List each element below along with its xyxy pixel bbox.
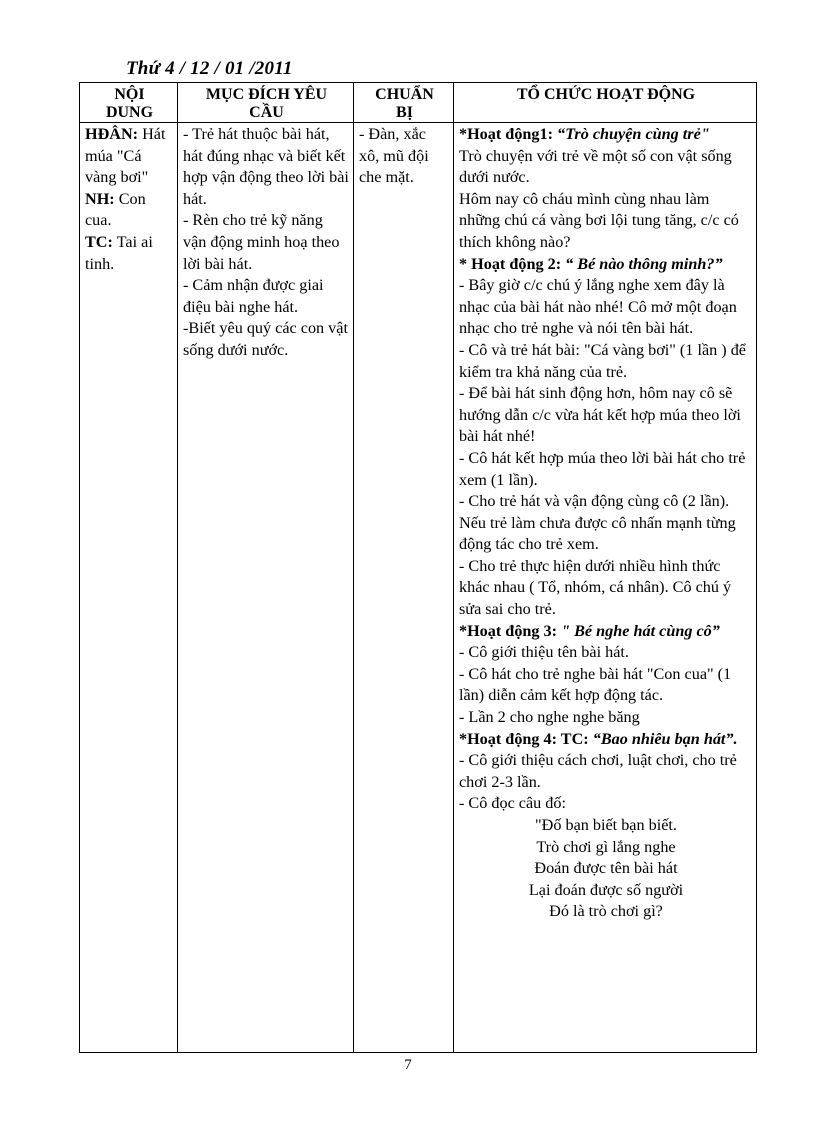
riddle-line: Đó là trò chơi gì? [549,902,663,921]
activity-line: - Cô và trẻ hát bài: "Cá vàng bơi" (1 lần ) để kiểm tra khả năng của trẻ. [459,340,746,381]
header-row [80,83,757,123]
activity-line: Hôm nay cô cháu mình cùng nhau làm những chú cá vàng bơi lội tung tăng, c/c có thích không nào? [459,189,739,251]
lesson-plan-table [79,82,757,1053]
objective-item: -Biết yêu quý các con vật sống dưới nước. [183,319,348,359]
preparation-text: - Đàn, xắc xô, mũ đội che mặt. [359,125,429,187]
riddle-line: "Đố bạn biết bạn biết. [535,816,677,834]
content-cell [80,123,178,1053]
header-preparation: CHUẨN BỊ [354,83,454,123]
activity-line: - Cô đọc câu đố: [459,794,566,813]
objective-item: - Cảm nhận được giai điệu bài nghe hát. [183,276,324,316]
activity-line: - Cô hát kết hợp múa theo lời bài hát cho trẻ xem (1 lần). [459,448,746,489]
activity-1-heading: *Hoạt động1: “Trò chuyện cùng trẻ" [459,125,710,143]
activity-line: - Cô giới thiệu cách chơi, luật chơi, cho trẻ chơi 2-3 lần. [459,751,737,791]
activity-4-heading: *Hoạt động 4: TC: “Bao nhiêu bạn hát”. [459,729,738,748]
nh-text: Con cua. [85,189,146,230]
riddle-line: Trò chơi gì lắng nghe [536,837,676,856]
objectives-cell [178,123,354,1053]
body-row [80,123,757,1053]
nh-label: NH: [85,189,115,208]
date-heading: Thứ 4 / 12 / 01 /2011 [126,58,293,79]
preparation-cell [354,123,454,1053]
activity-line: - Bây giờ c/c chú ý lắng nghe xem đây là nhạc của bài hát nào nhé! Cô mở một đoạn nhạc cho trẻ nghe và nói tên bài hát. [459,276,737,338]
tc-text: Tai ai tinh. [85,232,153,273]
tc-label: TC: [85,232,113,251]
activity-line: - Cô hát cho trẻ nghe bài hát "Con cua" (1 lần) diễn cảm kết hợp động tác. [459,664,732,705]
activity-line: - Cho trẻ thực hiện dưới nhiều hình thức khác nhau ( Tổ, nhóm, cá nhân). Cô chú ý sửa sai cho trẻ. [459,556,732,619]
header-objectives: MỤC ĐÍCH YÊU CẦU [178,83,354,123]
riddle-line: Đoán được tên bài hát [534,859,678,878]
activity-line: - Cho trẻ hát và vận động cùng cô (2 lần). Nếu trẻ làm chưa được cô nhấn mạnh từng động tác cho trẻ xem. [459,492,736,554]
objective-item: - Trẻ hát thuộc bài hát, hát đúng nhạc và biết kết hợp vận động theo lời bài hát. [183,125,349,208]
activity-line: - Lần 2 cho nghe nghe băng [459,708,640,727]
activity-line: - Để bài hát sinh động hơn, hôm nay cô sẽ hướng dẫn c/c vừa hát kết hợp múa theo lời bài hát nhé! [459,384,741,446]
activity-2-heading: * Hoạt động 2: “ Bé nào thông minh?” [459,254,723,273]
activity-line: - Cô giới thiệu tên bài hát. [459,643,629,662]
page-number: 7 [404,1057,412,1073]
riddle-line: Lại đoán được số người [528,880,684,899]
objective-item: - Rèn cho trẻ kỹ năng vận động minh hoạ theo lời bài hát. [183,211,340,273]
hdan-text: Hát múa "Cá vàng bơi" [85,125,166,187]
header-activities: TỔ CHỨC HOẠT ĐỘNG [454,83,757,123]
activity-line: Trò chuyện với trẻ về một số con vật sống dưới nước. [459,146,732,187]
header-content: NỘI DUNG [80,83,178,123]
hdan-label: HĐÂN: [85,125,139,143]
activities-cell [454,123,757,1053]
activity-3-heading: *Hoạt động 3: " Bé nghe hát cùng cô” [459,621,720,640]
